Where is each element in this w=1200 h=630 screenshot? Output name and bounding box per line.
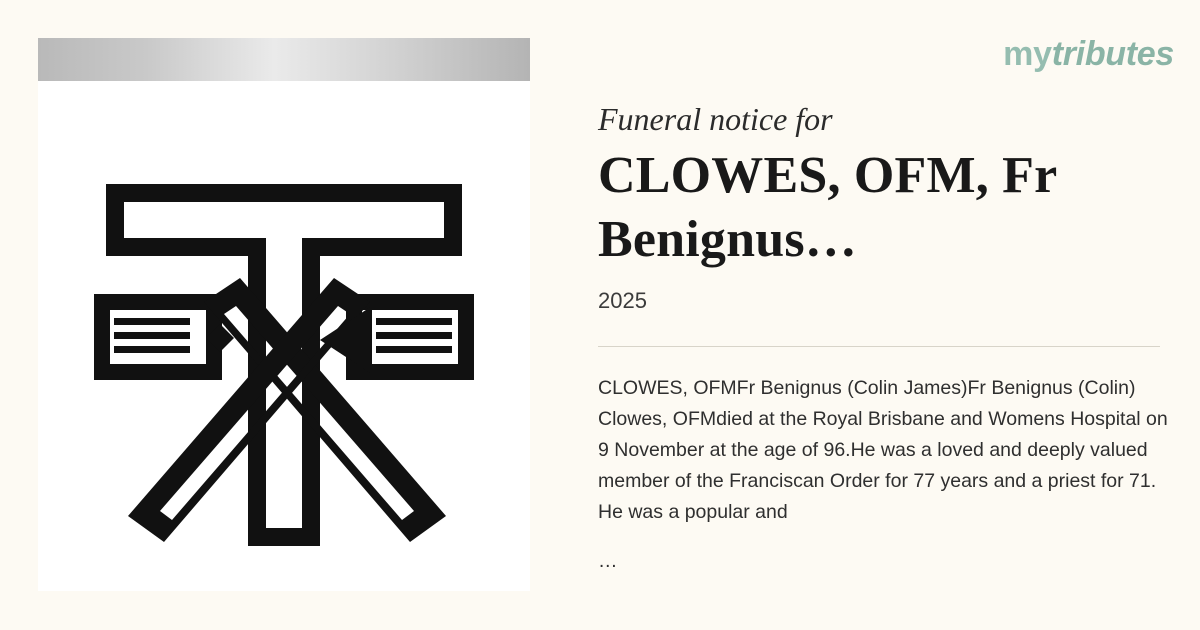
- image-pane: [0, 0, 598, 630]
- brand-suffix: tributes: [1051, 35, 1174, 73]
- image-card-topbar: [38, 38, 530, 81]
- notice-body: CLOWES, OFMFr Benignus (Colin James)Fr Benignus (Colin) Clowes, OFMdied at the Royal Brisbane and Womens Hospital on 9 November at the age of 96.He was a loved and deeply valued member of the Franciscan Order for 77 years and a priest for 71. He was a popular and: [598, 377, 1168, 523]
- brand-prefix: my: [1003, 35, 1052, 73]
- franciscan-crossed-arms-tau-cross-icon: [84, 126, 484, 546]
- notice-year: 2025: [598, 288, 647, 313]
- divider: [598, 346, 1160, 347]
- text-pane: [598, 0, 1200, 630]
- image-card-body: [38, 81, 530, 591]
- notice-eyebrow: Funeral notice for: [598, 101, 833, 137]
- notice-truncation: …: [598, 550, 618, 572]
- mytributes-logo: [598, 34, 1176, 74]
- page-title: CLOWES, OFM, Fr Benignus…: [598, 147, 1057, 268]
- notice-image-card: [38, 38, 530, 591]
